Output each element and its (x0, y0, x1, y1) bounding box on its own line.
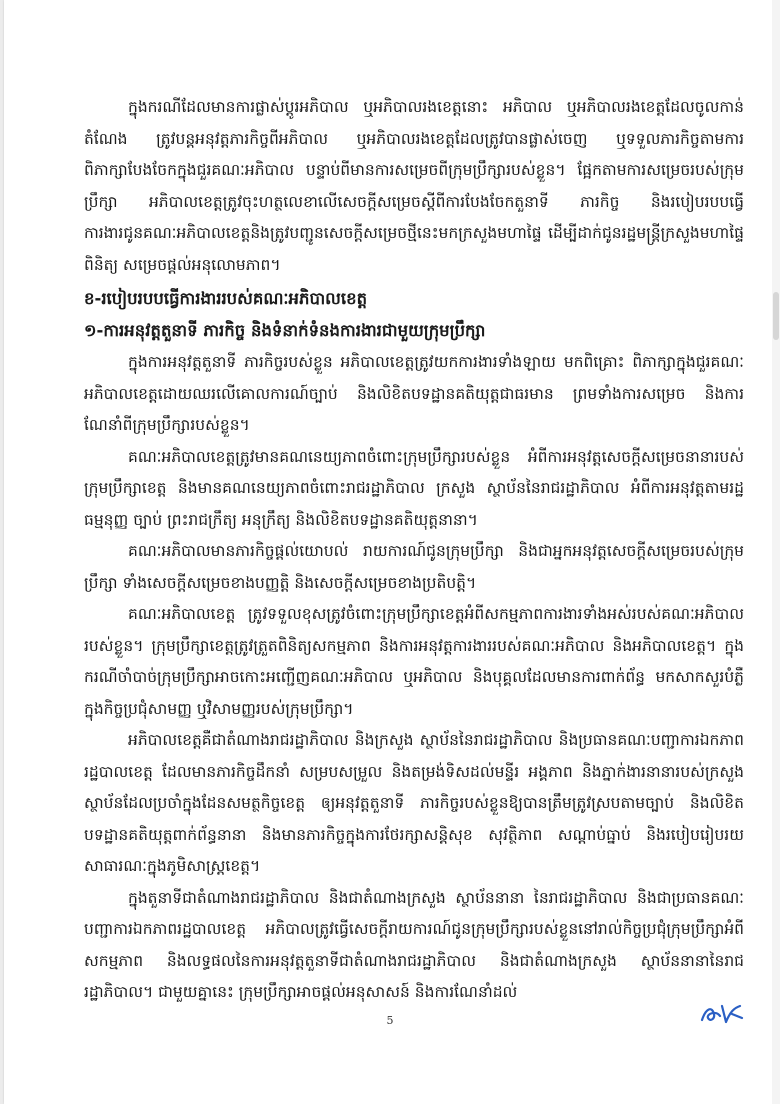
paragraph-1: ក្នុងការអនុវត្តតួនាទី ភារកិច្ចរបស់ខ្លួន អភិបាលខេត្តត្រូវយកការងារទាំងឡាយ មកពិគ្រោះ ពិភាក្សាក្នុងជួរគណៈអភិបាលខេត្តដោយឈរលើគោលការណ៍ច្បាប់ និងលិខិតបទដ្ឋានគតិយុត្តជាធរមាន ព្រមទាំងការសម្រេច និងការណែនាំពីក្រុមប្រឹក្សារបស់ខ្លួន។ (84, 353, 744, 434)
paragraph-3: គណៈអភិបាលមានភារកិច្ចផ្តល់យោបល់ រាយការណ៍ជូនក្រុមប្រឹក្សា និងជាអ្នកអនុវត្តសេចក្តីសម្រេចរបស់ក្រុមប្រឹក្សា ទាំងសេចក្តីសម្រេចខាងបញ្ញត្តិ និងសេចក្តីសម្រេចខាងប្រតិបត្តិ។ (84, 542, 744, 592)
document-body (84, 92, 744, 1009)
vertical-scrollbar[interactable] (772, 0, 780, 1104)
document-page (4, 0, 772, 1104)
paragraph-4: គណៈអភិបាលខេត្ត ត្រូវទទួលខុសត្រូវចំពោះក្រុមប្រឹក្សាខេត្តអំពីសកម្មភាពការងារទាំងអស់របស់គណៈអភិបាលរបស់ខ្លួន។ ក្រុមប្រឹក្សាខេត្តត្រូវត្រួតពិនិត្យសកម្មភាព និងការអនុវត្តការងាររបស់គណៈអភិបាល និងអភិបាលខេត្ត។ ក្នុងករណីចាំបាច់ក្រុមប្រឹក្សាអាចកោះអញ្ជើញគណៈអភិបាល ឬអភិបាល និងបុគ្គលដែលមានការពាក់ព័ន្ធ មកសាកសួរបំភ្លឺក្នុងកិច្ចប្រជុំសាមញ្ញ ឬវិសាមញ្ញរបស់ក្រុមប្រឹក្សា។ (84, 605, 744, 718)
page-number: 5 (386, 1014, 394, 1027)
intro-paragraph: ក្នុងករណីដែលមានការផ្លាស់ប្តូរអភិបាល ឬអភិបាលរងខេត្តនោះ អភិបាល ឬអភិបាលរងខេត្តដែលចូលកាន់តំណែង ត្រូវបន្តអនុវត្តភារកិច្ចពីអភិបាល ឬអភិបាលរងខេត្តដែលត្រូវបានផ្លាស់ចេញ ឬទទួលភារកិច្ចតាមការពិភាក្សាបែងចែកក្នុងជួរគណៈអភិបាល បន្ទាប់ពីមានការសម្រេចពីក្រុមប្រឹក្សារបស់ខ្លួន។ ផ្អែកតាមការសម្រេចរបស់ក្រុមប្រឹក្សា អភិបាលខេត្តត្រូវចុះហត្ថលេខាលើសេចក្តីសម្រេចស្តីពីការបែងចែកតួនាទី ភារកិច្ច និងរបៀបរបបធ្វើការងារជូនគណៈអភិបាលខេត្តនិងត្រូវបញ្ជូនសេចក្តីសម្រេចថ្មីនេះមកក្រសួងមហាផ្ទៃ ដើម្បីដាក់ជូនរដ្ឋមន្ត្រីក្រសួងមហាផ្ទៃ ពិនិត្យ សម្រេចផ្តល់អនុលោមភាព។ (84, 98, 744, 274)
scrollbar-thumb[interactable] (773, 292, 779, 340)
paragraph-5: អភិបាលខេត្តគឺជាតំណាងរាជរដ្ឋាភិបាល និងក្រសួង ស្ថាប័ននៃរាជរដ្ឋាភិបាល និងប្រធានគណៈបញ្ជាការឯកភាពរដ្ឋបាលខេត្ត ដែលមានភារកិច្ចដឹកនាំ សម្របសម្រួល និងតម្រង់ទិសដល់មន្ទីរ អង្គភាព និងភ្នាក់ងារនានារបស់ក្រសួង ស្ថាប័នដែលប្រចាំក្នុងដែនសមត្ថកិច្ចខេត្ត ឲ្យអនុវត្តតួនាទី ភារកិច្ចរបស់ខ្លួនឱ្យបានត្រឹមត្រូវស្របតាមច្បាប់ និងលិខិតបទដ្ឋានគតិយុត្តពាក់ព័ន្ធនានា និងមានភារកិច្ចក្នុងការថែរក្សាសន្តិសុខ សុវត្ថិភាព សណ្តាប់ធ្នាប់ និងរបៀបរៀបរយសាធារណៈក្នុងភូមិសាស្ត្រខេត្ត។ (84, 731, 744, 875)
section-heading: ខ-របៀបរបបធ្វើការងាររបស់គណៈអភិបាលខេត្ត (84, 289, 368, 308)
paragraph-2: គណៈអភិបាលខេត្តត្រូវមានគណនេយ្យភាពចំពោះក្រុមប្រឹក្សារបស់ខ្លួន អំពីការអនុវត្តសេចក្តីសម្រេចនានារបស់ក្រុមប្រឹក្សាខេត្ត និងមានគណនេយ្យភាពចំពោះរាជរដ្ឋាភិបាល ក្រសួង ស្ថាប័ននៃរាជរដ្ឋាភិបាល អំពីការអនុវត្តតាមរដ្ឋធម្មនុញ្ញ ច្បាប់ ព្រះរាជក្រឹត្យ អនុក្រឹត្យ និងលិខិតបទដ្ឋានគតិយុត្តនានា។ (84, 447, 744, 529)
paragraph-6: ក្នុងតួនាទីជាតំណាងរាជរដ្ឋាភិបាល និងជាតំណាងក្រសួង ស្ថាប័ននានា នៃរាជរដ្ឋាភិបាល និងជាប្រធានគណៈបញ្ជាការឯកភាពរដ្ឋបាលខេត្ត អភិបាលត្រូវធ្វើសេចក្តីរាយការណ៍ជូនក្រុមប្រឹក្សារបស់ខ្លួននៅរាល់កិច្ចប្រជុំក្រុមប្រឹក្សាអំពីសកម្មភាព និងលទ្ធផលនៃការអនុវត្តតួនាទីជាតំណាងរាជរដ្ឋាភិបាល និងជាតំណាងក្រសួង ស្ថាប័ននានានៃរាជរដ្ឋាភិបាល។ ជាមួយគ្នានេះ ក្រុមប្រឹក្សាអាចផ្តល់អនុសាសន៍ និងការណែនាំដល់ (84, 888, 744, 1001)
subsection-heading: ១-ការអនុវត្តតួនាទី ភារកិច្ច និងទំនាក់ទំនងការងារជាមួយក្រុមប្រឹក្សា (84, 321, 486, 340)
